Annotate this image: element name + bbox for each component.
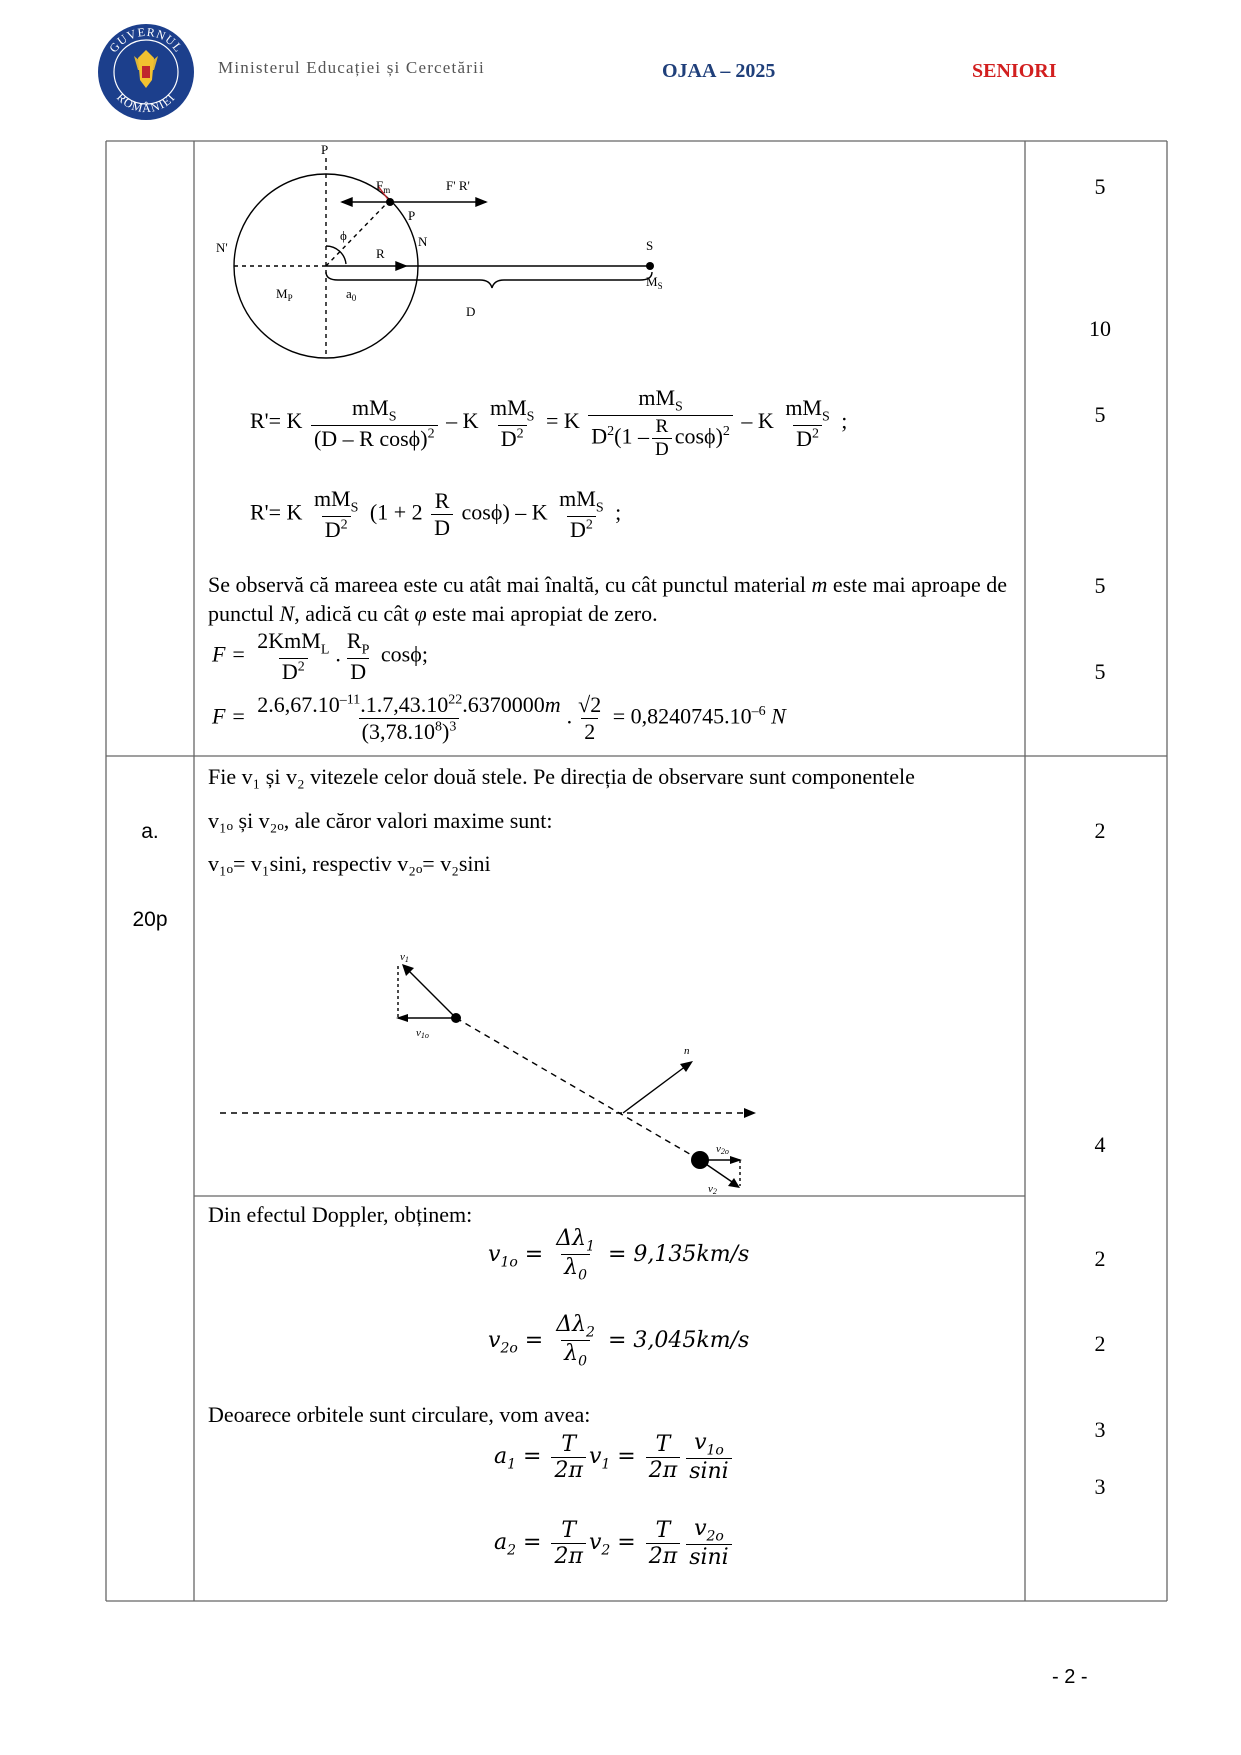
page-number: - 2 - bbox=[1052, 1666, 1088, 1688]
svg-text:v2o: v2o bbox=[716, 1143, 729, 1156]
observation-paragraph: Se observă că mareea este cu atât mai înaltă, cu cât punctul material m este mai aproape de punctul N, adică cu cât φ este mai apropiat de zero. bbox=[208, 572, 1007, 626]
equation-F-formula: F = $\frac{2KmM_L}{D^2}$ . $\frac{R_P}{D}$ cosϕ; bbox=[212, 628, 428, 685]
svg-text:GUVERNUL: GUVERNUL bbox=[106, 24, 186, 56]
svg-text:D: D bbox=[466, 304, 476, 319]
intro-line-1: Fie v₁ și v₂ vitezele celor două stele. Pe direcția de observare sunt componentele bbox=[208, 764, 915, 789]
svg-text:R: R bbox=[376, 246, 385, 261]
svg-text:N': N' bbox=[216, 240, 228, 255]
svg-text:Fm: $F_m$ bbox=[376, 178, 391, 195]
points-cell: 3 bbox=[1094, 1474, 1106, 1499]
circular-intro: Deoarece orbitele sunt circulare, vom avea: bbox=[208, 1402, 591, 1427]
points-cell: 5 bbox=[1094, 402, 1106, 427]
points-cell: 2 bbox=[1094, 818, 1106, 843]
normal-vector bbox=[623, 1063, 690, 1113]
svg-text:v1: v1 bbox=[400, 951, 409, 964]
svg-text:ROMÂNIEI: ROMÂNIEI bbox=[114, 90, 178, 116]
svg-text:P: P bbox=[408, 208, 416, 223]
star-1 bbox=[451, 1013, 461, 1023]
equation-a2: $a_2$ = $\frac{T}{2\pi}$ $v_2$ = $\frac{T}{2\pi}$ $\frac{v_{2o}}{\sin i}$ bbox=[494, 1516, 735, 1570]
svg-text:P: P bbox=[321, 142, 329, 157]
binary-star-diagram bbox=[200, 930, 760, 1195]
svg-text:MS: $M_S$ bbox=[646, 274, 663, 291]
svg-text:S: S bbox=[646, 238, 654, 253]
v1-vector bbox=[404, 966, 456, 1018]
points-cell: 5 bbox=[1094, 573, 1106, 598]
intro-line-3: v₁ₒ= v₁sini, respectiv v₂ₒ= v₂sini bbox=[208, 851, 491, 876]
points-cell: 3 bbox=[1094, 1417, 1106, 1442]
svg-text:F' R': F' R' bbox=[446, 178, 470, 193]
points-cell: 10 bbox=[1089, 316, 1111, 341]
svg-text:v1o: v1o bbox=[416, 1027, 429, 1040]
svg-text:N: N bbox=[418, 234, 428, 249]
star-2 bbox=[691, 1151, 709, 1169]
points-total: 20p bbox=[132, 908, 168, 931]
S-point bbox=[646, 262, 654, 270]
svg-text:MP: $M_P$ bbox=[276, 286, 293, 303]
points-cell: 2 bbox=[1094, 1331, 1106, 1356]
equation-R-prime-1: R'= K $\frac{mM_S}{(D - R \cos\phi)^2}$ – K $\frac{mM_S}{D^2}$ = K $mM_S$ $D^2(1$ – $\frac{R}{D}$ cosϕ)$^2$ – K $\frac{mM_S}{D^2}$ ; bbox=[250, 385, 848, 461]
subpoint-label: a. bbox=[141, 820, 159, 843]
doppler-intro: Din efectul Doppler, obținem: bbox=[208, 1202, 473, 1227]
equation-a1: $a_1$ = $\frac{T}{2\pi}$ $v_1$ = $\frac{T}{2\pi}$ $\frac{v_{1o}}{\sin i}$ bbox=[494, 1430, 735, 1484]
ministry-title: Ministerul Educației și Cercetării bbox=[218, 58, 485, 77]
points-cell: 5 bbox=[1094, 659, 1106, 684]
orbit-line bbox=[456, 1018, 700, 1160]
tidal-force-diagram bbox=[200, 142, 720, 372]
points-cell: 2 bbox=[1094, 1246, 1106, 1271]
points-cell: 4 bbox=[1094, 1132, 1106, 1157]
equation-v1o: $v_{1o}$ = $\frac{\Delta\lambda_1}{\lambda_0}$ = 9,135km/s bbox=[488, 1226, 750, 1284]
equation-F-numeric: F = $\frac{2.6,67.10^{-11}.1.7,43.10^{22}.6370000m}{(3,78.10^8)^3}$ . $\frac{√2}{2}$ = $0,8240745.10^{-6}$ N bbox=[212, 692, 786, 744]
D-brace bbox=[326, 272, 652, 288]
equation-v2o: $v_{2o}$ = $\frac{\Delta\lambda_2}{\lambda_0}$ = 3,045km/s bbox=[488, 1312, 750, 1370]
equation-R-prime-2: R'= K $\frac{mM_S}{D^2}$ (1 + 2 $\frac{R}{D}$ cosϕ) – K $\frac{mM_S}{D^2}$ ; bbox=[250, 486, 622, 543]
contest-title: OJAA – 2025 bbox=[662, 60, 776, 82]
svg-text:ϕ: ϕ bbox=[340, 228, 347, 243]
category-label: SENIORI bbox=[972, 60, 1057, 82]
satellite-point bbox=[386, 198, 394, 206]
svg-text:n: n bbox=[684, 1045, 690, 1057]
points-cell: 5 bbox=[1094, 174, 1106, 199]
svg-text:a0: $a_0$ bbox=[346, 286, 357, 303]
intro-line-2: v₁ₒ și v₂ₒ, ale căror valori maxime sunt: bbox=[208, 808, 553, 833]
svg-text:v2: v2 bbox=[708, 1183, 717, 1195]
